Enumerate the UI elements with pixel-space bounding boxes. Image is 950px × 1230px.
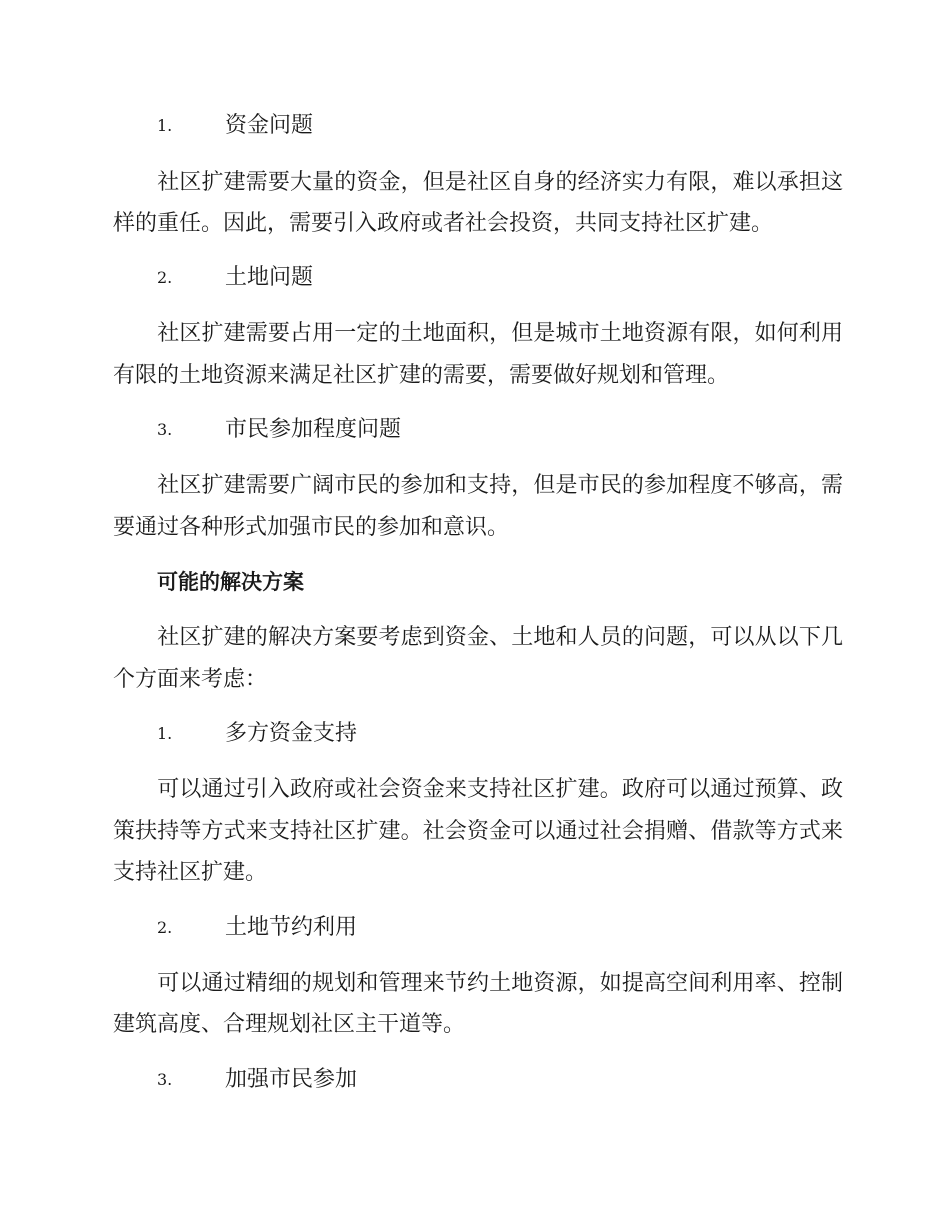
- paragraph-line: 可以通过精细的规划和管理来节约土地资源，如提高空间利用率、控制: [113, 971, 843, 996]
- section-heading: 可能的解决方案: [157, 570, 304, 594]
- paragraph-line: 要通过各种形式加强市民的参加和意识。: [113, 515, 510, 540]
- paragraph-line: 有限的土地资源来满足社区扩建的需要，需要做好规划和管理。: [113, 363, 730, 388]
- paragraph-line: 社区扩建需要广阔市民的参加和支持，但是市民的参加程度不够高，需: [113, 473, 843, 498]
- list-item-land-problem: [0, 267, 950, 293]
- paragraph-line: 社区扩建的解决方案要考虑到资金、土地和人员的问题，可以从以下几: [113, 625, 843, 650]
- list-number: 2.: [157, 268, 173, 287]
- paragraph-line: 社区扩建需要占用一定的土地面积，但是城市土地资源有限，如何利用: [113, 321, 843, 346]
- list-item-citizen-participation-problem: [0, 419, 950, 445]
- list-number: 1.: [157, 724, 173, 743]
- list-title: 市民参加程度问题: [225, 417, 402, 442]
- paragraph-line: 社区扩建需要大量的资金，但是社区自身的经济实力有限，难以承担这: [113, 170, 843, 195]
- list-number: 1.: [157, 116, 173, 135]
- list-title: 土地问题: [225, 265, 314, 290]
- paragraph-line: 个方面来考虑：: [113, 667, 268, 692]
- list-number: 3.: [157, 1070, 173, 1089]
- paragraph-line: 样的重任。因此，需要引入政府或者社会投资，共同支持社区扩建。: [113, 211, 774, 236]
- paragraph-line: 可以通过引入政府或社会资金来支持社区扩建。政府可以通过预算、政: [113, 777, 843, 802]
- list-title: 资金问题: [225, 113, 314, 138]
- list-number: 3.: [157, 420, 173, 439]
- list-title: 土地节约利用: [225, 915, 358, 940]
- paragraph-line: 建筑高度、合理规划社区主干道等。: [113, 1012, 466, 1037]
- list-title: 加强市民参加: [225, 1067, 358, 1092]
- list-item-strengthen-participation: [0, 1069, 950, 1095]
- paragraph-line: 策扶持等方式来支持社区扩建。社会资金可以通过社会捐赠、借款等方式来: [113, 819, 843, 844]
- list-title: 多方资金支持: [225, 721, 358, 746]
- list-item-multi-funding: [0, 723, 950, 749]
- list-item-land-saving: [0, 917, 950, 943]
- paragraph-line: 支持社区扩建。: [113, 860, 268, 885]
- list-item-funding-problem: [0, 115, 950, 141]
- list-number: 2.: [157, 918, 173, 937]
